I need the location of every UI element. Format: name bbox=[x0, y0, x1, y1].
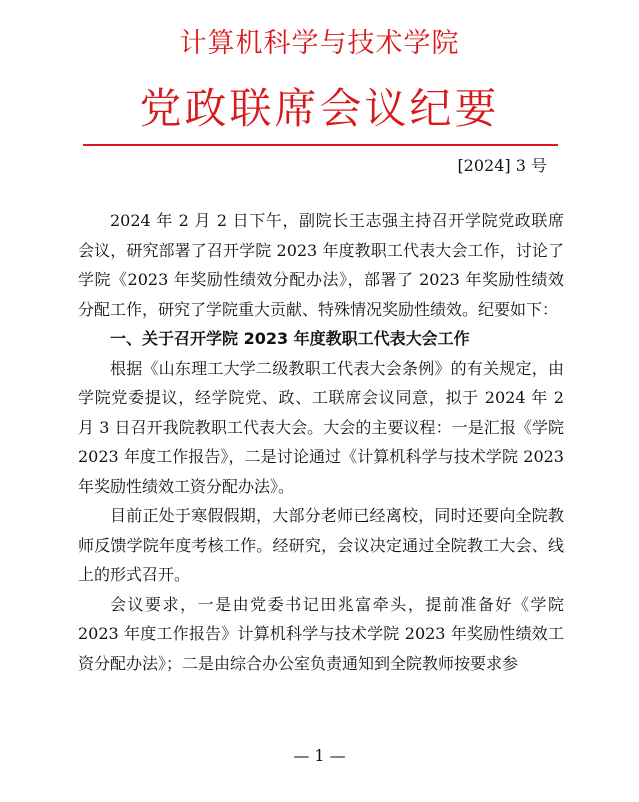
red-divider-line bbox=[83, 144, 558, 146]
page-number: — 1 — bbox=[293, 746, 346, 765]
paragraph-regulation: 根据《山东理工大学二级教职工代表大会条例》的有关规定，由学院党委提议，经学院党、政、工联席会议同意，拟于 2024 年 2 月 3 日召开我院教职工代表大会。大会的主要议程：一是汇报《学院 2023 年度工作报告》，二是讨论通过《计算机科学与技术学院 2023 年奖励性绩效工资分配办法》。 bbox=[78, 358, 564, 496]
document-body bbox=[78, 206, 564, 678]
section-heading-1: 一、关于召开学院 2023 年度教职工代表大会工作 bbox=[110, 329, 470, 348]
paragraph-intro: 2024 年 2 月 2 日下午，副院长王志强主持召开学院党政联席会议，研究部署了召开学院 2023 年度教职工代表大会工作，讨论了学院《2023 年奖励性绩效分配办法》，部署了 2023 年奖励性绩效分配工作，研究了学院重大贡献、特殊情况奖励性绩效。纪要如下： bbox=[78, 211, 564, 319]
org-title: 计算机科学与技术学院 bbox=[179, 28, 460, 59]
document-title: 党政联席会议纪要 bbox=[139, 84, 500, 133]
paragraph-requirements: 会议要求，一是由党委书记田兆富牵头，提前准备好《学院 2023 年度工作报告》计算机科学与技术学院 2023 年奖励性绩效工资分配办法》；二是由综合办公室负责通知到全院教师按要求参 bbox=[78, 594, 564, 673]
document-number: [2024] 3 号 bbox=[457, 156, 547, 175]
paragraph-format: 目前正处于寒假假期，大部分老师已经离校，同时还要向全院教师反馈学院年度考核工作。经研究，会议决定通过全院教工大会、线上的形式召开。 bbox=[78, 506, 564, 584]
